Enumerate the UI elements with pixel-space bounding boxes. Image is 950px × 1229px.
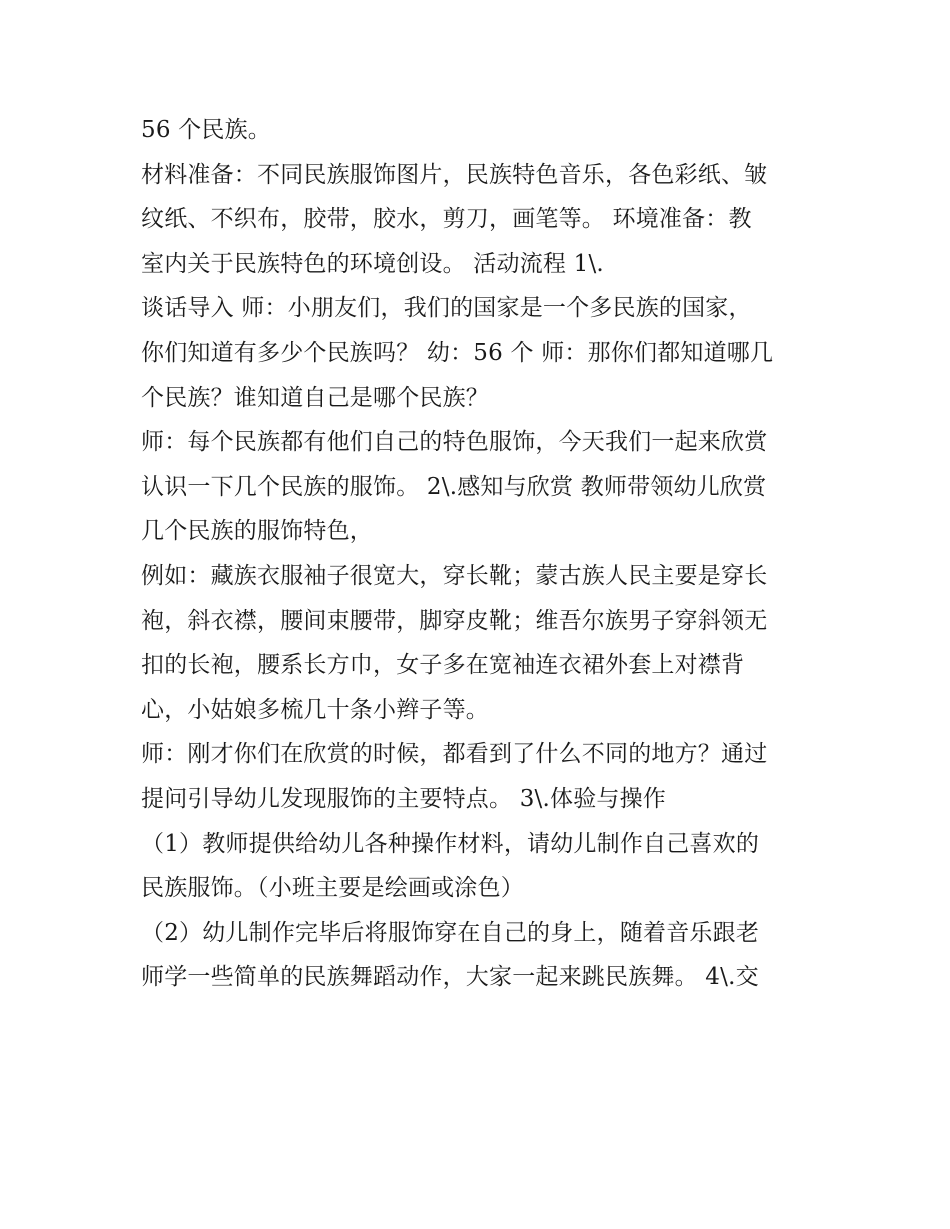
text-line: 提问引导幼儿发现服饰的主要特点。 3\.体验与操作 [141,785,667,812]
text-line: 个民族？谁知道自己是哪个民族？ [141,384,489,411]
text-line: 你们知道有多少个民族吗？ 幼：56 个 师：那你们都知道哪几 [141,339,774,366]
text-line: 几个民族的服饰特色， [141,518,373,545]
text-line: 扣的长袍，腰系长方巾，女子多在宽袖连衣裙外套上对襟背 [141,652,745,679]
text-line: 例如：藏族衣服袖子很宽大，穿长靴；蒙古族人民主要是穿长 [141,562,768,589]
text-line: 室内关于民族特色的环境创设。 活动流程 1\. [141,250,604,277]
text-line: 民族服饰。（小班主要是绘画或涂色） [141,875,524,902]
text-line: 师学一些简单的民族舞蹈动作，大家一起来跳民族舞。 4\.交 [141,964,759,991]
text-line: 师：刚才你们在欣赏的时候，都看到了什么不同的地方？通过 [141,741,768,768]
text-line: （2）幼儿制作完毕后将服饰穿在自己的身上，随着音乐跟老 [141,919,760,946]
text-line: 纹纸、不织布，胶带，胶水，剪刀，画笔等。 环境准备：教 [141,206,752,233]
text-line: 谈话导入 师：小朋友们，我们的国家是一个多民族的国家， [141,295,752,322]
text-line: 师：每个民族都有他们自己的特色服饰，今天我们一起来欣赏 [141,429,768,456]
text-line: 56 个民族。 [141,117,271,143]
text-line: 心，小姑娘多梳几十条小辫子等。 [141,696,489,723]
text-line: 袍，斜衣襟，腰间束腰带，脚穿皮靴；维吾尔族男子穿斜领无 [141,607,768,634]
text-line: 材料准备：不同民族服饰图片，民族特色音乐，各色彩纸、皱 [141,161,768,188]
text-line: 认识一下几个民族的服饰。 2\.感知与欣赏 教师带领幼儿欣赏 [141,473,767,500]
text-line: （1）教师提供给幼儿各种操作材料，请幼儿制作自己喜欢的 [141,830,760,857]
body-text [141,108,816,1000]
